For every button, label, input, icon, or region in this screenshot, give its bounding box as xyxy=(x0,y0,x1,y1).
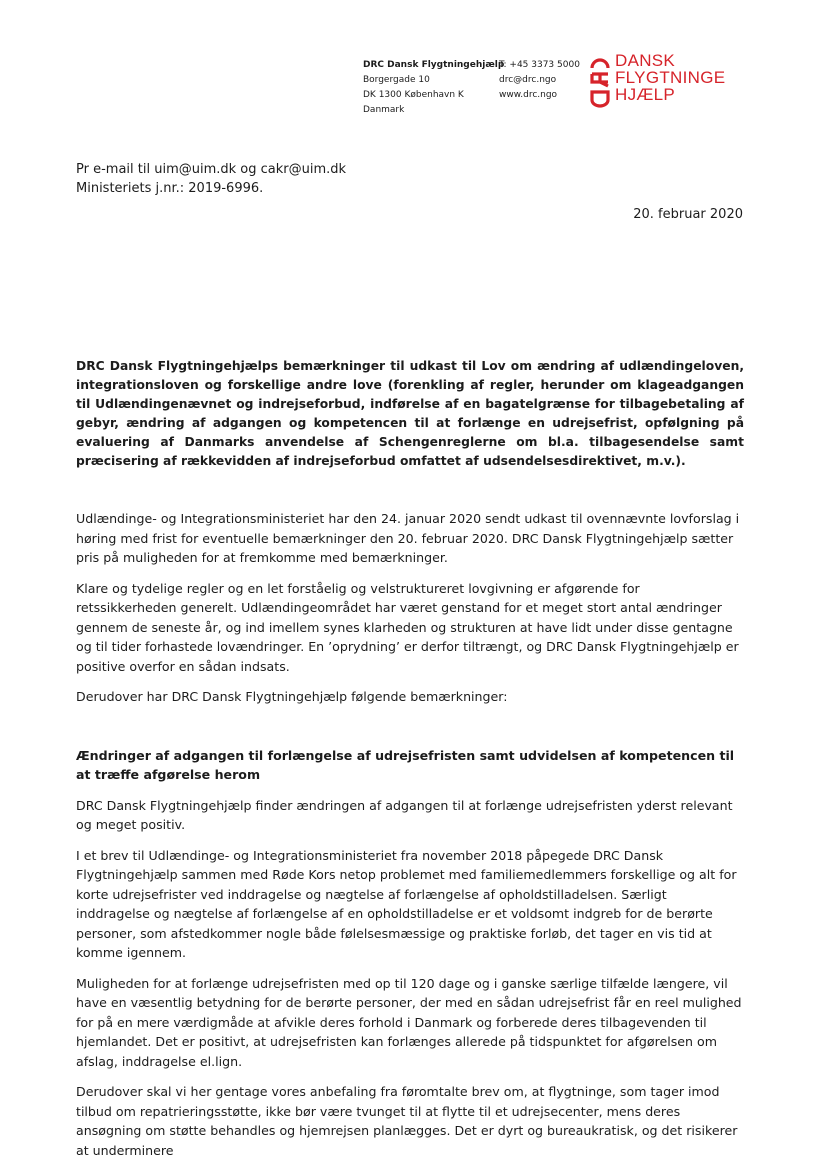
drc-logo-mark xyxy=(588,52,614,108)
letter-date: 20. februar 2020 xyxy=(633,207,743,222)
sender-city: DK 1300 København K xyxy=(363,90,464,100)
ministry-reference: Ministeriets j.nr.: 2019-6996. xyxy=(76,181,264,196)
body-paragraph: Klare og tydelige regler og en let forståelig og velstruktureret lovgivning er afgørende for retssikkerheden generelt. Udlændingeområdet har været genstand for et meget stort antal ændringer gennem de seneste år, og ind imellem synes klarheden og strukturen at have lidt under disse gentagne og til tider forhastede lovændringer. En ’oprydning’ er derfor tiltrængt, og DRC Dansk Flygtningehjælp er positive overfor en sådan indsats. xyxy=(76,580,739,674)
section-paragraph: Muligheden for at forlænge udrejsefristen med op til 120 dage og i ganske særlige tilfælde længere, vil have en væsentlig betydning for de berørte personer, der med en sådan udrejsefrist får en reel mulighed for på en mere værdigmåde at afvikle deres forhold i Danmark og forberede deres tilbagevenden til hjemlandet. Det er positivt, at udrejsefristen kan forlænges allerede på tidspunktet for afgørelsen om afslag, inddragelse el.lign. xyxy=(76,975,742,1069)
recipient-block xyxy=(76,160,346,198)
logo-line-hjaelp: HJÆLP xyxy=(615,85,676,104)
drc-logo-wordmark xyxy=(615,52,725,103)
body-paragraph: Derudover har DRC Dansk Flygtningehjælp følgende bemærkninger: xyxy=(76,689,508,704)
sender-org-name: DRC Dansk Flygtningehjælp xyxy=(363,60,505,70)
recipient-email-line: Pr e-mail til uim@uim.dk og cakr@uim.dk xyxy=(76,162,347,177)
sender-country: Danmark xyxy=(363,105,405,115)
drc-logo xyxy=(588,52,748,112)
section-heading: Ændringer af adgangen til forlængelse af udrejsefristen samt udvidelsen af kompetencen til at træffe afgørelse herom xyxy=(76,747,735,782)
letter-body xyxy=(76,357,744,1171)
sender-street: Borgergade 10 xyxy=(363,75,430,85)
section-paragraph: I et brev til Udlændinge- og Integrationsministeriet fra november 2018 påpegede DRC Dansk Flygtningehjælp sammen med Røde Kors netop problemet med familiemedlemmers forskellige og alt for korte udrejsefrister ved inddragelse og nægtelse af forlængelse af opholdstilladelsen. Særligt inddragelse og nægtelse af forlængelse af en opholdstilladelse er et voldsomt indgreb for de berørte personer, som afstedkommer nogle både følelsesmæssige og praktiske forløb, det tager en vis tid at komme igennem. xyxy=(76,847,737,960)
logo-line-flygtninge: FLYGTNINGE xyxy=(615,68,726,87)
logo-line-dansk: DANSK xyxy=(615,51,676,70)
intro-paragraph: Udlændinge- og Integrationsministeriet har den 24. januar 2020 sendt udkast til ovennævnte lovforslag i høring med frist for eventuelle bemærkninger den 20. februar 2020. DRC Dansk Flygtningehjælp sætter pris på muligheden for at fremkomme med bemærkninger. xyxy=(76,511,740,565)
section-paragraph: Derudover skal vi her gentage vores anbefaling fra føromtalte brev om, at flygtninge, som tager imod tilbud om repatrieringsstøtte, ikke bør være tvunget til at flytte til et udrejsecenter, mens deres ansøgning om støtte behandles og hjemrejsen planlægges. Det er dyrt og bureaukratisk, og det risikerer at underminere xyxy=(76,1084,738,1158)
sender-phone: T: +45 3373 5000 xyxy=(499,60,580,70)
section-paragraph: DRC Dansk Flygtningehjælp finder ændringen af adgangen til at forlænge udrejsefristen yderst relevant og meget positiv. xyxy=(76,797,733,832)
letter-title: DRC Dansk Flygtningehjælps bemærkninger til udkast til Lov om ændring af udlændingeloven, integrationsloven og forskellige andre love (forenkling af regler, herunder om klageadgangen til Udlændingenævnet og indrejseforbud, indførelse af en bagatelgrænse for tilbagebetaling af gebyr, ændring af adgangen og kompetencen til at forlænge en udrejsefrist, opfølgning på evaluering af Danmarks anvendelse af Schengenreglerne om bl.a. tilbagesendelse samt præcisering af rækkevidden af indrejseforbud omfattet af udsendelsesdirektivet, m.v.). xyxy=(76,359,744,468)
sender-contact xyxy=(499,58,580,103)
sender-email: drc@drc.ngo xyxy=(499,75,557,85)
sender-web: www.drc.ngo xyxy=(499,90,558,100)
sender-address xyxy=(363,58,504,118)
